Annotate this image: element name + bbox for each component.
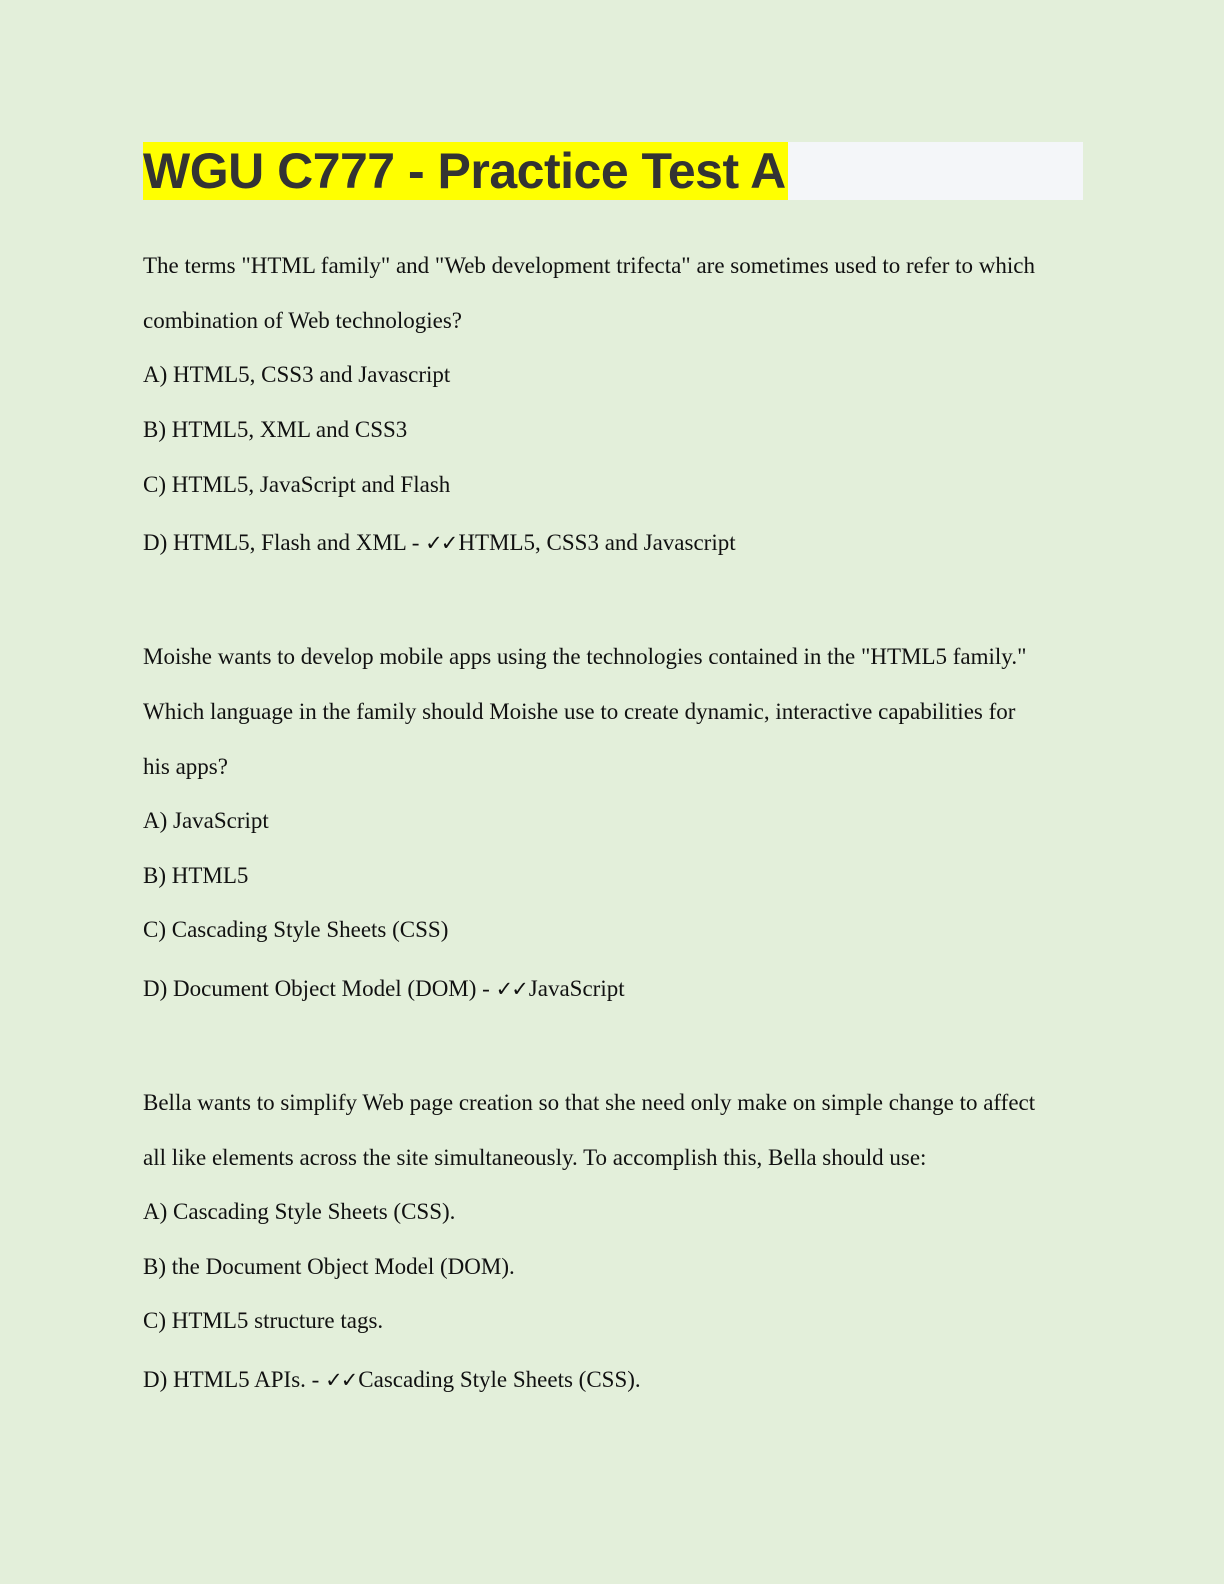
question-1-option-d: D) HTML5, Flash and XML -	[143, 530, 426, 555]
question-1-prompt-line-1: The terms "HTML family" and "Web development trifecta" are sometimes used to refer to which	[143, 253, 1035, 278]
question-3-option-c: C) HTML5 structure tags.	[143, 1308, 384, 1333]
question-2-option-b: B) HTML5	[143, 863, 249, 888]
question-3-option-b: B) the Document Object Model (DOM).	[143, 1254, 515, 1279]
question-1-prompt-line-2: combination of Web technologies?	[143, 308, 463, 333]
title-bar	[143, 142, 1083, 200]
question-3-option-a: A) Cascading Style Sheets (CSS).	[143, 1199, 456, 1224]
question-2-option-d: D) Document Object Model (DOM) -	[143, 976, 496, 1001]
question-3-prompt-line-2: all like elements across the site simultaneously. To accomplish this, Bella should use:	[143, 1145, 927, 1170]
question-1-answer: HTML5, CSS3 and Javascript	[458, 530, 736, 555]
question-1-option-c: C) HTML5, JavaScript and Flash	[143, 472, 451, 497]
page-title: WGU C777 - Practice Test A	[143, 143, 786, 199]
question-2-option-c: C) Cascading Style Sheets (CSS)	[143, 917, 449, 942]
question-3-option-d-row	[143, 1366, 641, 1394]
question-2-prompt-line-3: his apps?	[143, 754, 228, 779]
question-1-option-d-row	[143, 529, 736, 557]
question-1-option-a: A) HTML5, CSS3 and Javascript	[143, 362, 451, 387]
question-2-option-d-row	[143, 975, 625, 1003]
question-2-answer: JavaScript	[528, 976, 625, 1001]
question-2-prompt-line-1: Moishe wants to develop mobile apps using the technologies contained in the "HTML5 family."	[143, 644, 1027, 669]
question-3-answer: Cascading Style Sheets (CSS).	[358, 1367, 641, 1392]
question-3-option-d: D) HTML5 APIs. -	[143, 1367, 326, 1392]
question-2-option-a: A) JavaScript	[143, 808, 269, 833]
question-2-prompt-line-2: Which language in the family should Moishe use to create dynamic, interactive capabilities for	[143, 699, 1016, 724]
double-check-icon: ✓✓	[425, 531, 457, 555]
question-1-option-b: B) HTML5, XML and CSS3	[143, 417, 408, 442]
double-check-icon: ✓✓	[495, 977, 527, 1001]
double-check-icon: ✓✓	[325, 1368, 357, 1392]
question-3-prompt-line-1: Bella wants to simplify Web page creation so that she need only make on simple change to affect	[143, 1090, 1036, 1115]
